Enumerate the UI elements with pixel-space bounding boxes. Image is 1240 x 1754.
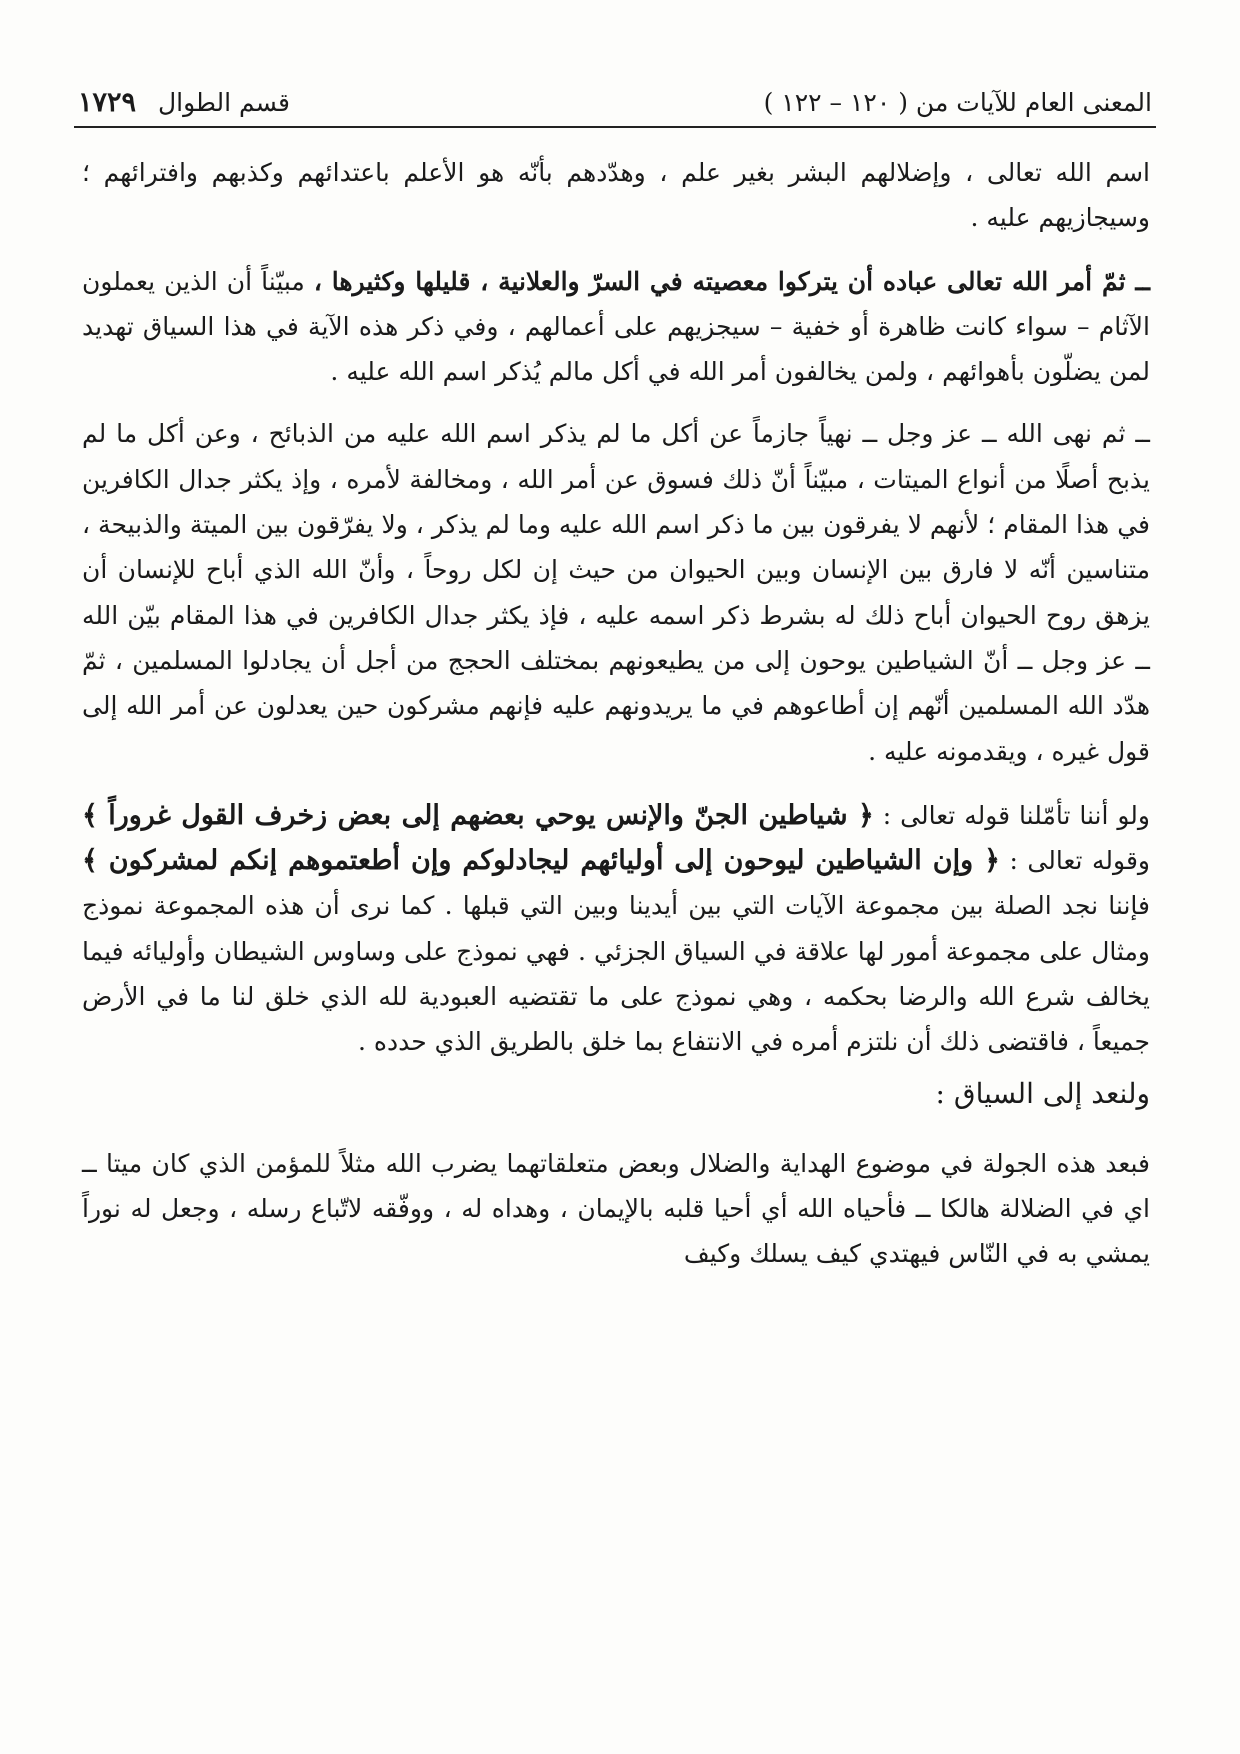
paragraph-2 xyxy=(82,259,1150,395)
paragraph-5: فبعد هذه الجولة في موضوع الهداية والضلال وبعض متعلقاتهما يضرب الله مثلاً للمؤمن الذي كان ميتا ــ اي في الضلالة هالكا ــ فأحياه الله أي أحيا قلبه بالإيمان ، وهداه له ، ووفّقه لاتّباع رسله ، وجعل له نوراً يمشي به في النّاس فيهتدي كيف يسلك وكيف xyxy=(82,1148,1150,1269)
paragraph-3: ــ ثم نهى الله ــ عز وجل ــ نهياً جازماً عن أكل ما لم يذكر اسم الله عليه من الذبائح ، وعن أكل ما لم يذبح أصلًا من أنواع الميتات ، مبيّناً أنّ ذلك فسوق عن أمر الله ، ومخالفة لأمره ، وإذ يكثر جدال الكافرين في هذا المقام ؛ لأنهم لا يفرقون بين ما ذكر اسم الله عليه وما لم يذكر ، ولا يفرّقون بين الميتة والذبيحة ، متناسين أنّه لا فارق بين الإنسان وبين الحيوان من حيث إن لكل روحاً ، وأنّ الله الذي أباح للإنسان أن يزهق روح الحيوان أباح ذلك له بشرط ذكر اسمه عليه ، فإذ يكثر جدال الكافرين في هذا المقام بيّن الله ــ عز وجل ــ أنّ الشياطين يوحون إلى من يطيعونهم بمختلف الحجج من أجل أن يجادلوا المسلمين ، ثمّ هدّد الله المسلمين أنّهم إن أطاعوهم في ما يريدونهم عليه فإنهم مشركون حين يعدلون عن أمر الله إلى قول غيره ، ويقدمونه عليه . xyxy=(82,419,1150,766)
quran-quote-2: ﴿ وإن الشياطين ليوحون إلى أوليائهم ليجادلوكم وإن أطعتموهم إنكم لمشركون ﴾ xyxy=(82,845,1000,877)
paragraph-1: اسم الله تعالى ، وإضلالهم البشر بغير علم ، وهدّدهم بأنّه هو الأعلم باعتدائهم وكذبهم وافترائهم ؛ وسيجازيهم عليه . xyxy=(82,158,1150,233)
header-rule xyxy=(74,126,1156,128)
paragraph-4-intro: ولو أننا تأمّلنا قوله تعالى : xyxy=(882,800,1150,830)
page-body xyxy=(82,150,1150,1714)
section-heading: ولنعد إلى السياق : xyxy=(935,1076,1150,1110)
running-title: المعنى العام للآيات من ( ١٢٠ – ١٢٢ ) xyxy=(763,88,1152,117)
paragraph-4-middle: وقوله تعالى : xyxy=(1009,846,1150,876)
page-header xyxy=(78,76,1152,120)
quran-quote-1: ﴿ شياطين الجنّ والإنس يوحي بعضهم إلى بعض زخرف القول غروراً ﴾ xyxy=(82,799,874,831)
header-right xyxy=(764,86,1152,120)
paragraph-4 xyxy=(82,793,1150,1065)
paragraph-2-rest: مبيّناً أن الذين يعملون الآثام – سواء كانت ظاهرة أو خفية – سيجزيهم على أعمالهم ، وفي ذكر هذه الآية في هذا السياق تهديد لمن يضلّون بأهوائهم ، ولمن يخالفون أمر الله في أكل مالم يُذكر اسم الله عليه . xyxy=(82,266,1150,387)
header-left xyxy=(78,86,290,120)
paragraph-2-lead: ــ ثمّ أمر الله تعالى عباده أن يتركوا معصيته في السرّ والعلانية ، قليلها وكثيرها ، xyxy=(313,266,1150,296)
paragraph-4-rest: فإننا نجد الصلة بين مجموعة الآيات التي بين أيدينا وبين التي قبلها . كما نرى أن هذه المجموعة نموذج ومثال على مجموعة أمور لها علاقة في السياق الجزئي . فهي نموذج على وساوس الشيطان وأوليائه فيما يخالف شرع الله والرضا بحكمه ، وهي نموذج على ما تقتضيه العبودية لله الذي خلق لنا ما في الأرض جميعاً ، فاقتضى ذلك أن نلتزم أمره في الانتفاع بما خلق بالطريق الذي حدده . xyxy=(82,891,1150,1057)
page-number: ١٧٢٩ xyxy=(78,87,137,118)
section-name: قسم الطوال xyxy=(158,88,290,117)
